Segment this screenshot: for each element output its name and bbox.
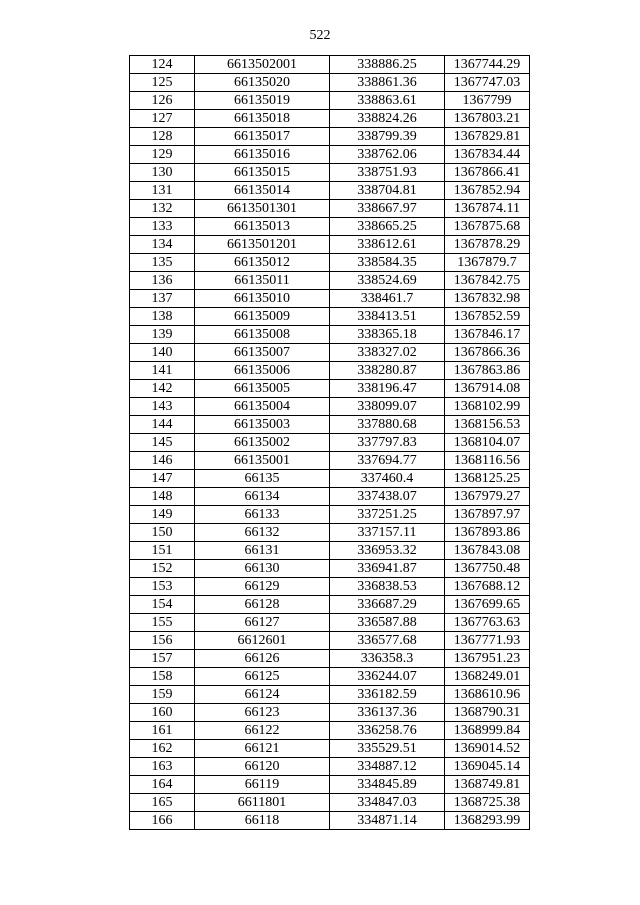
x-coordinate-cell: 337880.68 [330,416,445,434]
table-row [130,614,530,632]
x-coordinate-cell: 336358.3 [330,650,445,668]
y-coordinate-cell: 1367842.75 [445,272,530,290]
row-number-cell: 153 [130,578,195,596]
table-row [130,110,530,128]
point-id-cell: 66127 [195,614,330,632]
point-id-cell: 66135002 [195,434,330,452]
row-number-cell: 129 [130,146,195,164]
row-number-cell: 141 [130,362,195,380]
table-row [130,812,530,830]
x-coordinate-cell: 335529.51 [330,740,445,758]
x-coordinate-cell: 336258.76 [330,722,445,740]
x-coordinate-cell: 338280.87 [330,362,445,380]
row-number-cell: 148 [130,488,195,506]
row-number-cell: 154 [130,596,195,614]
table-row [130,380,530,398]
x-coordinate-cell: 336577.68 [330,632,445,650]
row-number-cell: 162 [130,740,195,758]
table-row [130,740,530,758]
y-coordinate-cell: 1368104.07 [445,434,530,452]
point-id-cell: 66135003 [195,416,330,434]
y-coordinate-cell: 1368790.31 [445,704,530,722]
y-coordinate-cell: 1368999.84 [445,722,530,740]
row-number-cell: 127 [130,110,195,128]
row-number-cell: 125 [130,74,195,92]
x-coordinate-cell: 336182.59 [330,686,445,704]
table-row [130,434,530,452]
point-id-cell: 66135009 [195,308,330,326]
row-number-cell: 163 [130,758,195,776]
row-number-cell: 136 [130,272,195,290]
y-coordinate-cell: 1367803.21 [445,110,530,128]
x-coordinate-cell: 337157.11 [330,524,445,542]
table-row [130,200,530,218]
row-number-cell: 151 [130,542,195,560]
x-coordinate-cell: 338099.07 [330,398,445,416]
x-coordinate-cell: 338751.93 [330,164,445,182]
table-row [130,254,530,272]
row-number-cell: 128 [130,128,195,146]
x-coordinate-cell: 338413.51 [330,308,445,326]
x-coordinate-cell: 334845.89 [330,776,445,794]
point-id-cell: 6612601 [195,632,330,650]
point-id-cell: 66135 [195,470,330,488]
page-number: 522 [309,28,331,43]
row-number-cell: 142 [130,380,195,398]
y-coordinate-cell: 1367852.94 [445,182,530,200]
point-id-cell: 66132 [195,524,330,542]
y-coordinate-cell: 1367875.68 [445,218,530,236]
table-row [130,416,530,434]
y-coordinate-cell: 1367832.98 [445,290,530,308]
x-coordinate-cell: 334871.14 [330,812,445,830]
y-coordinate-cell: 1368125.25 [445,470,530,488]
point-id-cell: 66135004 [195,398,330,416]
row-number-cell: 165 [130,794,195,812]
point-id-cell: 66135008 [195,326,330,344]
row-number-cell: 166 [130,812,195,830]
x-coordinate-cell: 334887.12 [330,758,445,776]
y-coordinate-cell: 1367852.59 [445,308,530,326]
row-number-cell: 147 [130,470,195,488]
x-coordinate-cell: 337460.4 [330,470,445,488]
point-id-cell: 6613501201 [195,236,330,254]
table-row [130,470,530,488]
table-row [130,290,530,308]
y-coordinate-cell: 1367799 [445,92,530,110]
table-row [130,506,530,524]
table-row [130,164,530,182]
row-number-cell: 157 [130,650,195,668]
x-coordinate-cell: 338863.61 [330,92,445,110]
point-id-cell: 66130 [195,560,330,578]
point-id-cell: 66129 [195,578,330,596]
x-coordinate-cell: 338461.7 [330,290,445,308]
y-coordinate-cell: 1367747.03 [445,74,530,92]
row-number-cell: 152 [130,560,195,578]
x-coordinate-cell: 334847.03 [330,794,445,812]
row-number-cell: 132 [130,200,195,218]
row-number-cell: 144 [130,416,195,434]
row-number-cell: 159 [130,686,195,704]
table-row [130,92,530,110]
point-id-cell: 66135015 [195,164,330,182]
table-row [130,344,530,362]
row-number-cell: 134 [130,236,195,254]
point-id-cell: 66134 [195,488,330,506]
row-number-cell: 164 [130,776,195,794]
row-number-cell: 124 [130,56,195,74]
row-number-cell: 133 [130,218,195,236]
table-row [130,362,530,380]
y-coordinate-cell: 1367878.29 [445,236,530,254]
table-row [130,128,530,146]
x-coordinate-cell: 338365.18 [330,326,445,344]
point-id-cell: 66126 [195,650,330,668]
table-row [130,776,530,794]
y-coordinate-cell: 1368749.81 [445,776,530,794]
row-number-cell: 158 [130,668,195,686]
point-id-cell: 66135012 [195,254,330,272]
row-number-cell: 139 [130,326,195,344]
x-coordinate-cell: 336953.32 [330,542,445,560]
x-coordinate-cell: 338704.81 [330,182,445,200]
point-id-cell: 66118 [195,812,330,830]
x-coordinate-cell: 336687.29 [330,596,445,614]
table-row [130,56,530,74]
point-id-cell: 66135006 [195,362,330,380]
table-row [130,596,530,614]
row-number-cell: 131 [130,182,195,200]
x-coordinate-cell: 337251.25 [330,506,445,524]
x-coordinate-cell: 336244.07 [330,668,445,686]
table-row [130,524,530,542]
table-row [130,794,530,812]
y-coordinate-cell: 1367688.12 [445,578,530,596]
x-coordinate-cell: 338824.26 [330,110,445,128]
point-id-cell: 66133 [195,506,330,524]
y-coordinate-cell: 1369045.14 [445,758,530,776]
row-number-cell: 137 [130,290,195,308]
table-row [130,452,530,470]
point-id-cell: 66120 [195,758,330,776]
table-row [130,326,530,344]
y-coordinate-cell: 1367897.97 [445,506,530,524]
table-row [130,650,530,668]
point-id-cell: 66135005 [195,380,330,398]
y-coordinate-cell: 1368725.38 [445,794,530,812]
y-coordinate-cell: 1368610.96 [445,686,530,704]
row-number-cell: 149 [130,506,195,524]
point-id-cell: 66135010 [195,290,330,308]
y-coordinate-cell: 1367863.86 [445,362,530,380]
y-coordinate-cell: 1368293.99 [445,812,530,830]
row-number-cell: 161 [130,722,195,740]
y-coordinate-cell: 1367699.65 [445,596,530,614]
y-coordinate-cell: 1367914.08 [445,380,530,398]
table-row [130,146,530,164]
point-id-cell: 66135007 [195,344,330,362]
table-row [130,488,530,506]
point-id-cell: 66135019 [195,92,330,110]
point-id-cell: 66135014 [195,182,330,200]
point-id-cell: 66135018 [195,110,330,128]
row-number-cell: 130 [130,164,195,182]
point-id-cell: 66125 [195,668,330,686]
point-id-cell: 66119 [195,776,330,794]
x-coordinate-cell: 338861.36 [330,74,445,92]
point-id-cell: 6613501301 [195,200,330,218]
y-coordinate-cell: 1367866.36 [445,344,530,362]
point-id-cell: 66122 [195,722,330,740]
x-coordinate-cell: 338886.25 [330,56,445,74]
row-number-cell: 150 [130,524,195,542]
y-coordinate-cell: 1367829.81 [445,128,530,146]
y-coordinate-cell: 1367893.86 [445,524,530,542]
x-coordinate-cell: 338667.97 [330,200,445,218]
row-number-cell: 140 [130,344,195,362]
point-id-cell: 6611801 [195,794,330,812]
table-row [130,722,530,740]
y-coordinate-cell: 1367979.27 [445,488,530,506]
x-coordinate-cell: 338524.69 [330,272,445,290]
point-id-cell: 66128 [195,596,330,614]
y-coordinate-cell: 1367834.44 [445,146,530,164]
table-row [130,542,530,560]
row-number-cell: 156 [130,632,195,650]
row-number-cell: 138 [130,308,195,326]
row-number-cell: 135 [130,254,195,272]
row-number-cell: 126 [130,92,195,110]
row-number-cell: 155 [130,614,195,632]
row-number-cell: 143 [130,398,195,416]
table-body [130,56,530,830]
point-id-cell: 66123 [195,704,330,722]
x-coordinate-cell: 336587.88 [330,614,445,632]
x-coordinate-cell: 337797.83 [330,434,445,452]
coordinates-table [129,55,530,830]
table-row [130,632,530,650]
table-row [130,236,530,254]
table-row [130,758,530,776]
x-coordinate-cell: 338665.25 [330,218,445,236]
table-row [130,578,530,596]
x-coordinate-cell: 338762.06 [330,146,445,164]
y-coordinate-cell: 1368116.56 [445,452,530,470]
y-coordinate-cell: 1367763.63 [445,614,530,632]
y-coordinate-cell: 1367750.48 [445,560,530,578]
point-id-cell: 6613502001 [195,56,330,74]
point-id-cell: 66135011 [195,272,330,290]
y-coordinate-cell: 1367879.7 [445,254,530,272]
row-number-cell: 145 [130,434,195,452]
x-coordinate-cell: 338327.02 [330,344,445,362]
y-coordinate-cell: 1369014.52 [445,740,530,758]
x-coordinate-cell: 338799.39 [330,128,445,146]
point-id-cell: 66135017 [195,128,330,146]
point-id-cell: 66124 [195,686,330,704]
x-coordinate-cell: 336137.36 [330,704,445,722]
table-row [130,182,530,200]
table-row [130,668,530,686]
point-id-cell: 66121 [195,740,330,758]
x-coordinate-cell: 336838.53 [330,578,445,596]
table-row [130,398,530,416]
point-id-cell: 66135013 [195,218,330,236]
point-id-cell: 66135001 [195,452,330,470]
table-row [130,218,530,236]
y-coordinate-cell: 1367866.41 [445,164,530,182]
point-id-cell: 66135016 [195,146,330,164]
y-coordinate-cell: 1367771.93 [445,632,530,650]
y-coordinate-cell: 1367846.17 [445,326,530,344]
y-coordinate-cell: 1368249.01 [445,668,530,686]
y-coordinate-cell: 1367744.29 [445,56,530,74]
row-number-cell: 160 [130,704,195,722]
x-coordinate-cell: 336941.87 [330,560,445,578]
y-coordinate-cell: 1367951.23 [445,650,530,668]
table-row [130,560,530,578]
table-row [130,704,530,722]
y-coordinate-cell: 1368102.99 [445,398,530,416]
point-id-cell: 66131 [195,542,330,560]
x-coordinate-cell: 338612.61 [330,236,445,254]
row-number-cell: 146 [130,452,195,470]
y-coordinate-cell: 1368156.53 [445,416,530,434]
x-coordinate-cell: 337438.07 [330,488,445,506]
y-coordinate-cell: 1367874.11 [445,200,530,218]
table-row [130,308,530,326]
y-coordinate-cell: 1367843.08 [445,542,530,560]
table-row [130,686,530,704]
table-row [130,74,530,92]
x-coordinate-cell: 337694.77 [330,452,445,470]
x-coordinate-cell: 338584.35 [330,254,445,272]
point-id-cell: 66135020 [195,74,330,92]
x-coordinate-cell: 338196.47 [330,380,445,398]
table-row [130,272,530,290]
